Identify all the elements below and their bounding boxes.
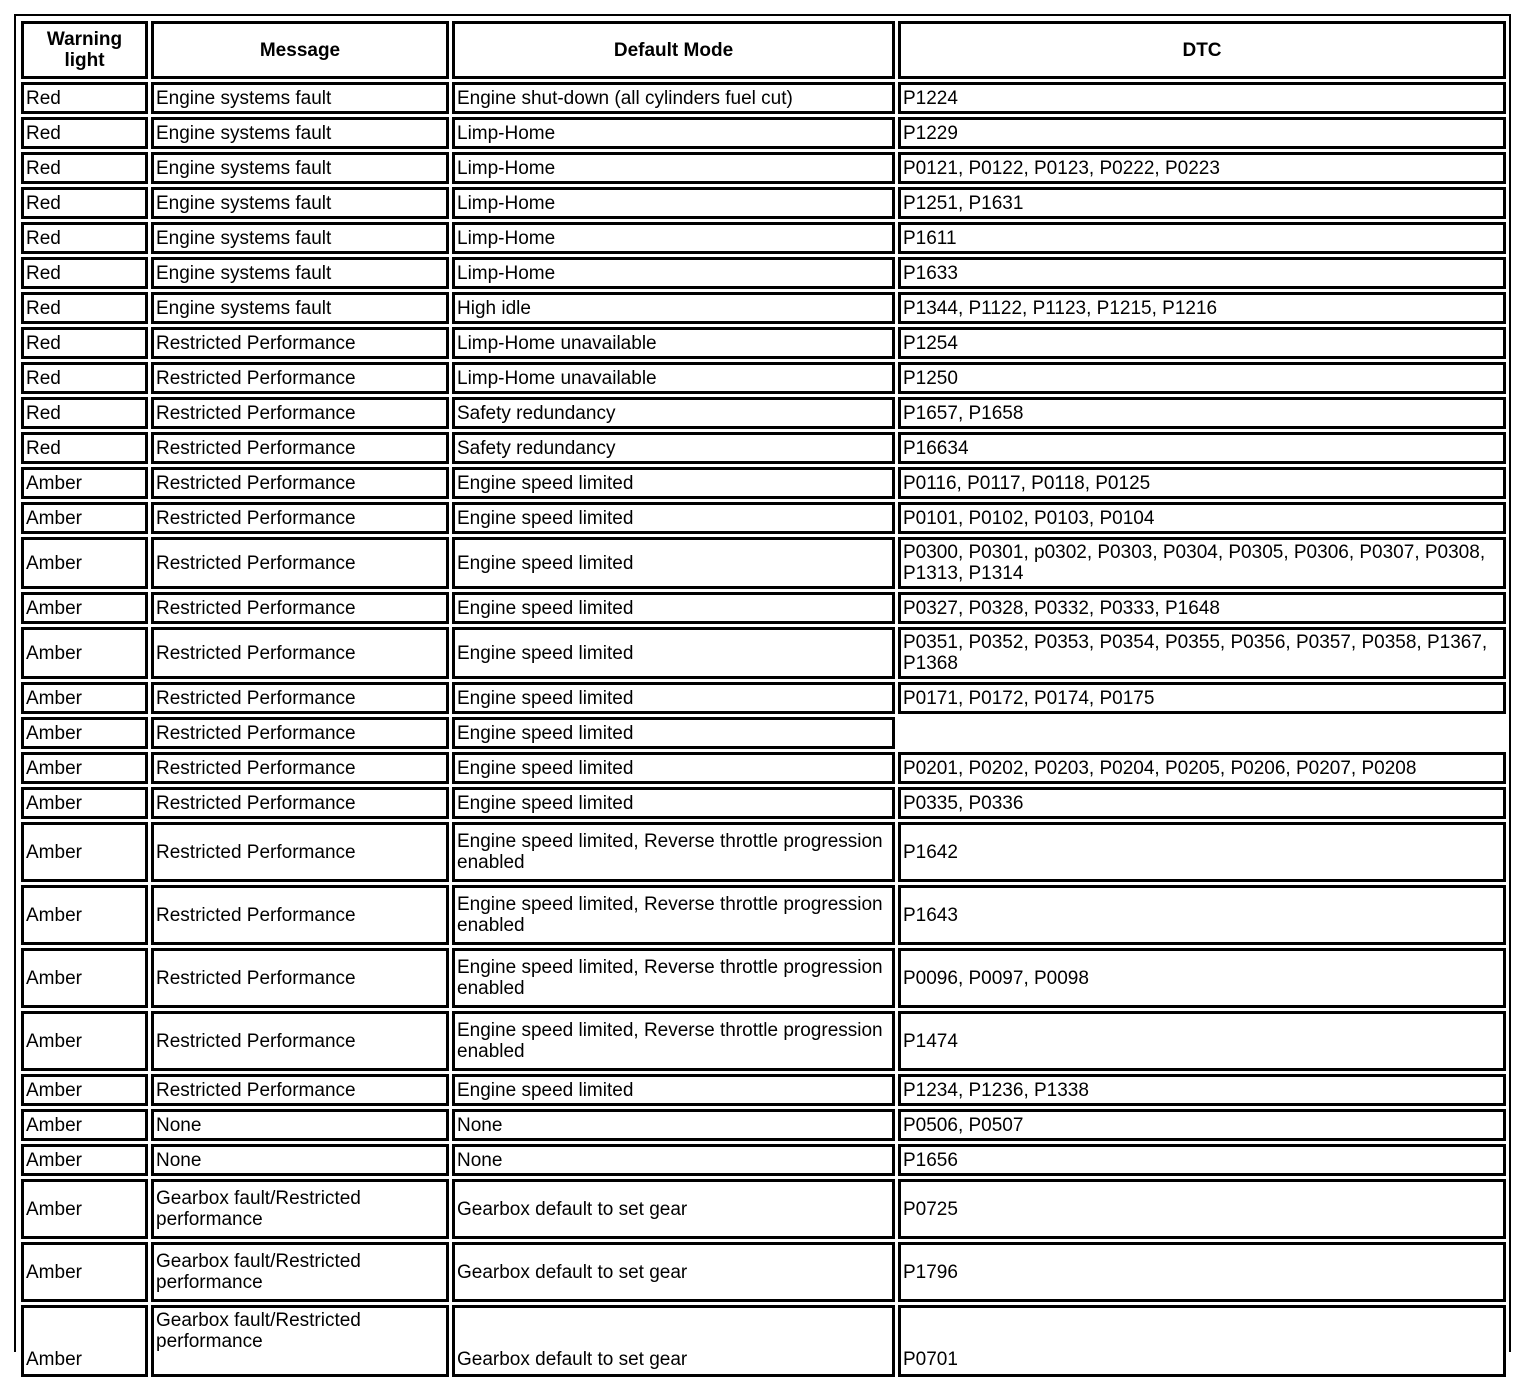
dtc-cell: P0701 (898, 1305, 1506, 1377)
message-cell: Restricted Performance (151, 885, 449, 945)
message-cell: None (151, 1144, 449, 1176)
default-mode-cell: None (452, 1144, 895, 1176)
default-mode-cell: Engine speed limited, Reverse throttle progression enabled (452, 1011, 895, 1071)
table-row (21, 885, 1506, 945)
dtc-cell: P1796 (898, 1242, 1506, 1302)
header-dtc: DTC (898, 21, 1506, 79)
default-mode-cell: Engine speed limited (452, 537, 895, 589)
message-cell: Engine systems fault (151, 187, 449, 219)
dtc-cell: P1474 (898, 1011, 1506, 1071)
warning-light-cell: Red (21, 117, 148, 149)
dtc-cell: P0121, P0122, P0123, P0222, P0223 (898, 152, 1506, 184)
default-mode-cell: Engine speed limited, Reverse throttle progression enabled (452, 885, 895, 945)
table-row (21, 537, 1506, 589)
message-cell: Engine systems fault (151, 82, 449, 114)
dtc-table (18, 18, 1509, 1380)
dtc-cell: P16634 (898, 432, 1506, 464)
dtc-table-frame (14, 14, 1511, 1370)
table-row (21, 292, 1506, 324)
table-row (21, 117, 1506, 149)
table-row (21, 592, 1506, 624)
table-body (21, 82, 1506, 1377)
default-mode-cell: Safety redundancy (452, 397, 895, 429)
table-row (21, 1242, 1506, 1302)
message-cell: Gearbox fault/Restricted performance (151, 1305, 449, 1377)
table-row (21, 362, 1506, 394)
default-mode-cell: Limp-Home (452, 222, 895, 254)
dtc-cell: P0096, P0097, P0098 (898, 948, 1506, 1008)
warning-light-cell: Red (21, 152, 148, 184)
message-cell: Restricted Performance (151, 1074, 449, 1106)
message-cell: Restricted Performance (151, 327, 449, 359)
default-mode-cell: Engine speed limited (452, 717, 895, 749)
warning-light-cell: Amber (21, 537, 148, 589)
warning-light-cell: Red (21, 187, 148, 219)
table-row (21, 222, 1506, 254)
warning-light-cell: Amber (21, 1011, 148, 1071)
header-warning-light: Warning light (21, 21, 148, 79)
table-row (21, 432, 1506, 464)
default-mode-cell: Engine speed limited, Reverse throttle progression enabled (452, 948, 895, 1008)
warning-light-cell: Amber (21, 822, 148, 882)
warning-light-cell: Amber (21, 1109, 148, 1141)
default-mode-cell: None (452, 1109, 895, 1141)
warning-light-cell: Red (21, 292, 148, 324)
table-row (21, 187, 1506, 219)
message-cell: Restricted Performance (151, 787, 449, 819)
header-message: Message (151, 21, 449, 79)
table-row (21, 682, 1506, 714)
message-cell: Gearbox fault/Restricted performance (151, 1179, 449, 1239)
warning-light-cell: Red (21, 327, 148, 359)
dtc-cell: P0300, P0301, p0302, P0303, P0304, P0305, P0306, P0307, P0308, P1313, P1314 (898, 537, 1506, 589)
table-header-row (21, 21, 1506, 79)
message-cell: Restricted Performance (151, 822, 449, 882)
warning-light-cell: Amber (21, 948, 148, 1008)
warning-light-cell: Amber (21, 467, 148, 499)
warning-light-cell: Amber (21, 502, 148, 534)
dtc-cell: P1251, P1631 (898, 187, 1506, 219)
warning-light-cell: Amber (21, 752, 148, 784)
message-cell: Engine systems fault (151, 292, 449, 324)
dtc-cell: P1656 (898, 1144, 1506, 1176)
warning-light-cell: Amber (21, 1305, 148, 1377)
dtc-cell: P0725 (898, 1179, 1506, 1239)
default-mode-cell: Gearbox default to set gear (452, 1305, 895, 1377)
default-mode-cell: Limp-Home (452, 117, 895, 149)
table-row (21, 1011, 1506, 1071)
default-mode-cell: Engine speed limited, Reverse throttle progression enabled (452, 822, 895, 882)
dtc-cell: P1224 (898, 82, 1506, 114)
message-cell: Restricted Performance (151, 752, 449, 784)
table-row (21, 327, 1506, 359)
warning-light-cell: Amber (21, 885, 148, 945)
warning-light-cell: Red (21, 432, 148, 464)
table-row (21, 948, 1506, 1008)
message-cell: Restricted Performance (151, 592, 449, 624)
dtc-cell: P0351, P0352, P0353, P0354, P0355, P0356, P0357, P0358, P1367, P1368 (898, 627, 1506, 679)
header-default-mode: Default Mode (452, 21, 895, 79)
message-cell: Engine systems fault (151, 117, 449, 149)
dtc-cell: P1657, P1658 (898, 397, 1506, 429)
table-row (21, 1179, 1506, 1239)
message-cell: Restricted Performance (151, 502, 449, 534)
warning-light-cell: Amber (21, 717, 148, 749)
dtc-cell: P0327, P0328, P0332, P0333, P1648 (898, 592, 1506, 624)
warning-light-cell: Amber (21, 592, 148, 624)
table-row (21, 397, 1506, 429)
dtc-cell: P0335, P0336 (898, 787, 1506, 819)
dtc-cell: P0101, P0102, P0103, P0104 (898, 502, 1506, 534)
dtc-cell: P1254 (898, 327, 1506, 359)
warning-light-cell: Amber (21, 1242, 148, 1302)
default-mode-cell: Engine speed limited (452, 502, 895, 534)
table-row (21, 627, 1506, 679)
dtc-cell: P1344, P1122, P1123, P1215, P1216 (898, 292, 1506, 324)
table-row (21, 752, 1506, 784)
default-mode-cell: Limp-Home (452, 187, 895, 219)
dtc-cell: P0116, P0117, P0118, P0125 (898, 467, 1506, 499)
table-row (21, 152, 1506, 184)
message-cell: Gearbox fault/Restricted performance (151, 1242, 449, 1302)
message-cell: Restricted Performance (151, 362, 449, 394)
dtc-cell: P1633 (898, 257, 1506, 289)
message-cell: Engine systems fault (151, 257, 449, 289)
table-row (21, 82, 1506, 114)
table-row (21, 1074, 1506, 1106)
default-mode-cell: Gearbox default to set gear (452, 1179, 895, 1239)
warning-light-cell: Amber (21, 1074, 148, 1106)
message-cell: Restricted Performance (151, 1011, 449, 1071)
warning-light-cell: Red (21, 222, 148, 254)
table-row (21, 1144, 1506, 1176)
dtc-cell: P0201, P0202, P0203, P0204, P0205, P0206, P0207, P0208 (898, 752, 1506, 784)
dtc-cell (898, 717, 1506, 749)
default-mode-cell: Limp-Home (452, 257, 895, 289)
default-mode-cell: Engine speed limited (452, 467, 895, 499)
message-cell: Restricted Performance (151, 397, 449, 429)
default-mode-cell: Engine speed limited (452, 752, 895, 784)
warning-light-cell: Amber (21, 627, 148, 679)
default-mode-cell: Engine shut-down (all cylinders fuel cut) (452, 82, 895, 114)
message-cell: None (151, 1109, 449, 1141)
table-row (21, 822, 1506, 882)
dtc-cell: P1229 (898, 117, 1506, 149)
default-mode-cell: Gearbox default to set gear (452, 1242, 895, 1302)
default-mode-cell: High idle (452, 292, 895, 324)
message-cell: Restricted Performance (151, 948, 449, 1008)
message-cell: Engine systems fault (151, 152, 449, 184)
table-row (21, 467, 1506, 499)
warning-light-cell: Amber (21, 682, 148, 714)
table-row (21, 257, 1506, 289)
table-row (21, 787, 1506, 819)
dtc-cell: P1642 (898, 822, 1506, 882)
default-mode-cell: Engine speed limited (452, 682, 895, 714)
warning-light-cell: Amber (21, 1144, 148, 1176)
default-mode-cell: Limp-Home (452, 152, 895, 184)
warning-light-cell: Red (21, 82, 148, 114)
table-row (21, 502, 1506, 534)
message-cell: Restricted Performance (151, 627, 449, 679)
dtc-cell: P0171, P0172, P0174, P0175 (898, 682, 1506, 714)
message-cell: Restricted Performance (151, 717, 449, 749)
warning-light-cell: Red (21, 397, 148, 429)
dtc-cell: P1250 (898, 362, 1506, 394)
default-mode-cell: Limp-Home unavailable (452, 327, 895, 359)
warning-light-cell: Red (21, 257, 148, 289)
warning-light-cell: Amber (21, 787, 148, 819)
dtc-cell: P0506, P0507 (898, 1109, 1506, 1141)
default-mode-cell: Engine speed limited (452, 592, 895, 624)
message-cell: Engine systems fault (151, 222, 449, 254)
message-cell: Restricted Performance (151, 682, 449, 714)
default-mode-cell: Limp-Home unavailable (452, 362, 895, 394)
dtc-cell: P1643 (898, 885, 1506, 945)
default-mode-cell: Engine speed limited (452, 1074, 895, 1106)
dtc-cell: P1234, P1236, P1338 (898, 1074, 1506, 1106)
message-cell: Restricted Performance (151, 537, 449, 589)
warning-light-cell: Red (21, 362, 148, 394)
table-row (21, 1305, 1506, 1377)
table-row (21, 1109, 1506, 1141)
message-cell: Restricted Performance (151, 432, 449, 464)
default-mode-cell: Safety redundancy (452, 432, 895, 464)
dtc-cell: P1611 (898, 222, 1506, 254)
default-mode-cell: Engine speed limited (452, 787, 895, 819)
default-mode-cell: Engine speed limited (452, 627, 895, 679)
message-cell: Restricted Performance (151, 467, 449, 499)
table-row (21, 717, 1506, 749)
warning-light-cell: Amber (21, 1179, 148, 1239)
